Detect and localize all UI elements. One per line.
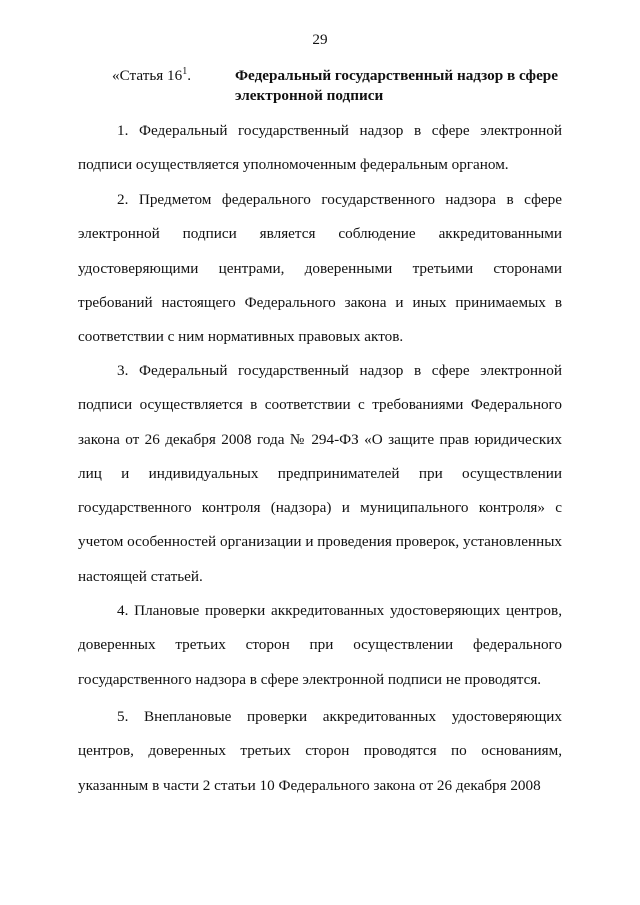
paragraph-3: 3. Федеральный государственный надзор в сфере электронной подписи осуществляется в соответствии с требованиями Федерального закона от 26 декабря 2008 года № 294-ФЗ «О защите прав юридических лиц и индивидуальных предпринимателей при осуществлении государственного контроля (надзора) и муниципального контроля» с учетом особенностей организации и проведения проверок, установленных настоящей статьей. — [78, 362, 562, 585]
paragraph-2: 2. Предметом федерального государственного надзора в сфере электронной подписи является соблюдение аккредитованными удостоверяющими центрами, доверенными третьими сторонами требований настоящего Федерального закона и иных принимаемых в соответствии с ним нормативных правовых актов. — [78, 191, 562, 346]
article-label-suffix: . — [187, 67, 192, 84]
paragraph-4: 4. Плановые проверки аккредитованных удостоверяющих центров, доверенных третьих сторон при осуществлении федерального государственного надзора в сфере электронной подписи не проводятся. — [78, 602, 562, 688]
article-label-text: «Статья 16 — [112, 67, 183, 84]
article-title: Федеральный государственный надзор в сфере электронной подписи — [235, 67, 558, 104]
paragraph-5: 5. Внеплановые проверки аккредитованных удостоверяющих центров, доверенных третьих сторон проводятся по основаниям, указанным в части 2 статьи 10 Федерального закона от 26 декабря 2008 — [78, 708, 562, 794]
article-label — [112, 66, 191, 86]
article-label-superscript: 1 — [182, 66, 188, 77]
paragraph-1: 1. Федеральный государственный надзор в сфере электронной подписи осуществляется уполномоченным федеральным органом. — [78, 122, 562, 174]
page-number: 29 — [312, 31, 328, 48]
